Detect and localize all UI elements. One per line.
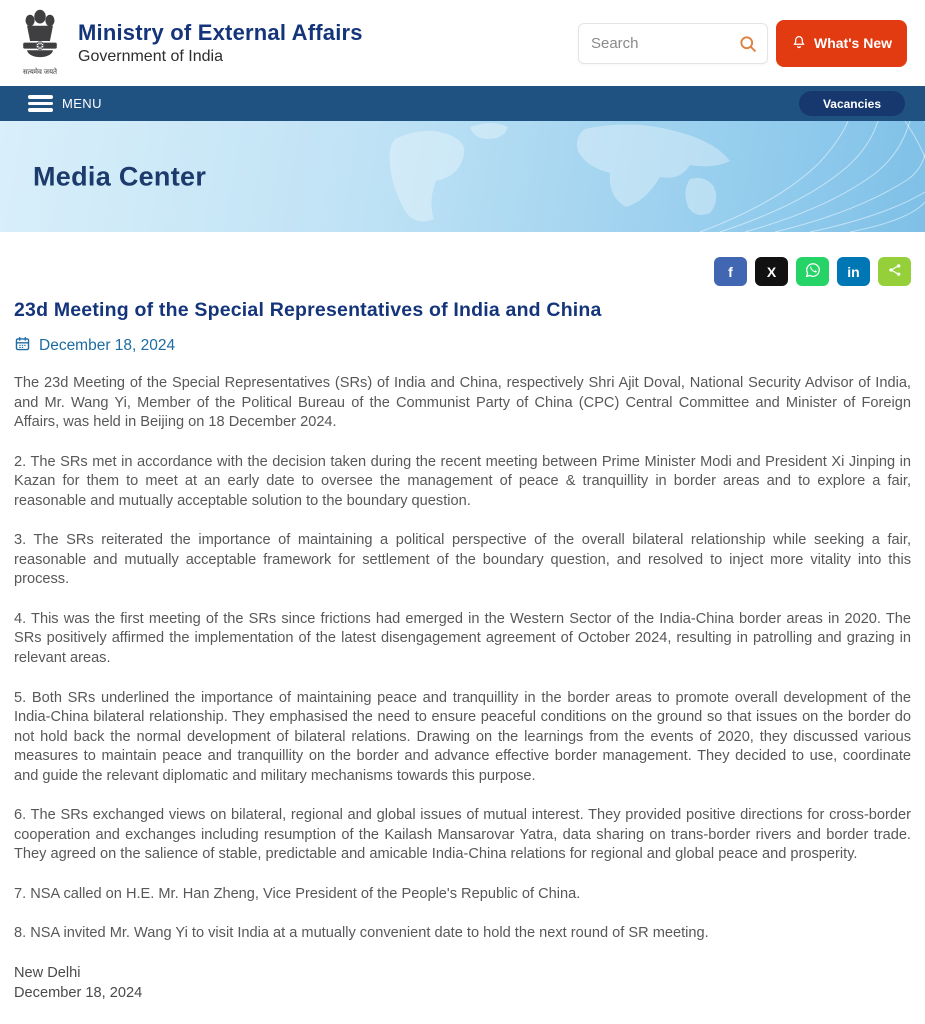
- linkedin-share-button[interactable]: [837, 257, 870, 286]
- paragraph-3: 3. The SRs reiterated the importance of maintaining a political perspective of the overall bilateral relationship while seeking a fair, reasonable and mutually acceptable framework for settlement of the boundary question, and resolved to inject more vitality into this process.: [14, 532, 911, 588]
- menu-toggle[interactable]: [28, 95, 102, 112]
- paragraph-5: 5. Both SRs underlined the importance of maintaining peace and tranquillity in the border areas to promote overall development of the India-China bilateral relationship. They emphasised the need to ensure peaceful conditions on the ground so that issues on the border do not hold back the normal development of bilateral relations. Drawing on the learnings from the events of 2020, they discussed various measures to maintain peace and tranquillity on the border and advance effective border management. They decided to use, coordinate and guide the relevant diplomatic and military mechanisms towards this purpose.: [14, 689, 911, 784]
- twitter-x-icon: X: [766, 263, 777, 280]
- menu-label: MENU: [62, 96, 102, 111]
- whatsapp-share-button[interactable]: [796, 257, 829, 286]
- paragraph-6: 6. The SRs exchanged views on bilateral, regional and global issues of mutual interest. They provided positive directions for cross-border cooperation and exchanges including resumption of the Kailash Mansarovar Yatra, data sharing on trans-border rivers and border trade. They agreed on the salience of stable, predictable and amicable India-China relations for regional and global peace and prosperity.: [14, 807, 911, 863]
- paragraph-7: 7. NSA called on H.E. Mr. Han Zheng, Vice President of the People's Republic of China.: [14, 885, 581, 902]
- site-branding: [78, 20, 363, 66]
- site-header: [0, 0, 925, 86]
- bell-icon: [791, 34, 807, 53]
- press-release: [14, 299, 911, 1003]
- search-icon[interactable]: [738, 34, 758, 59]
- signoff-date: December 18, 2024: [14, 984, 143, 1001]
- twitter-x-share-button[interactable]: [755, 257, 788, 286]
- whatsapp-icon: [804, 261, 822, 282]
- sharethis-button[interactable]: [878, 257, 911, 286]
- paragraph-8: 8. NSA invited Mr. Wang Yi to visit India at a mutually convenient date to hold the next round of SR meeting.: [14, 925, 709, 942]
- search-box: [578, 23, 768, 64]
- site-title: Ministry of External Affairs: [78, 20, 363, 45]
- paragraph-2: 2. The SRs met in accordance with the decision taken during the recent meeting between Prime Minister Modi and President Xi Jinping in Kazan for them to meet at an early date to oversee the management of peace & tranquillity in border areas and to explore a fair, reasonable and mutually acceptable solution to the boundary question.: [14, 453, 911, 509]
- article-content: [0, 257, 925, 1003]
- linkedin-icon: in: [847, 263, 860, 280]
- vacancies-button[interactable]: Vacancies: [799, 91, 905, 116]
- whats-new-button[interactable]: [776, 20, 907, 67]
- page-banner: [0, 121, 925, 232]
- main-navbar: [0, 86, 925, 121]
- india-emblem: [14, 9, 66, 77]
- article-title: 23d Meeting of the Special Representatives of India and China: [14, 299, 602, 321]
- paragraph-4: 4. This was the first meeting of the SRs since frictions had emerged in the Western Sector of the India-China border areas in 2020. The SRs positively affirmed the implementation of the latest disengagement agreement of October 2024, resulting in patrolling and grazing in relevant areas.: [14, 610, 911, 667]
- signoff-place: New Delhi: [14, 965, 81, 982]
- hamburger-icon: [28, 95, 53, 112]
- social-share-bar: [14, 257, 911, 286]
- emblem-of-india-icon: [14, 9, 66, 67]
- share-nodes-icon: [887, 262, 903, 281]
- article-date-row: [14, 335, 911, 357]
- site-subtitle: Government of India: [78, 48, 223, 65]
- whats-new-label: What's New: [813, 35, 892, 51]
- facebook-share-button[interactable]: [714, 257, 747, 286]
- calendar-icon: [14, 335, 31, 357]
- signoff: [14, 964, 911, 1003]
- emblem-motto: सत्यमेव जयते: [22, 69, 58, 76]
- facebook-icon: f: [728, 263, 733, 280]
- article-date: December 18, 2024: [39, 337, 176, 354]
- page-title: Media Center: [33, 161, 207, 191]
- paragraph-1: The 23d Meeting of the Special Representatives (SRs) of India and China, respectively Shri Ajit Doval, National Security Advisor of India, and Mr. Wang Yi, Member of the Political Bureau of the Communist Party of China (CPC) Central Committee and Minister of Foreign Affairs, was held in Beijing on 18 December 2024.: [14, 375, 911, 431]
